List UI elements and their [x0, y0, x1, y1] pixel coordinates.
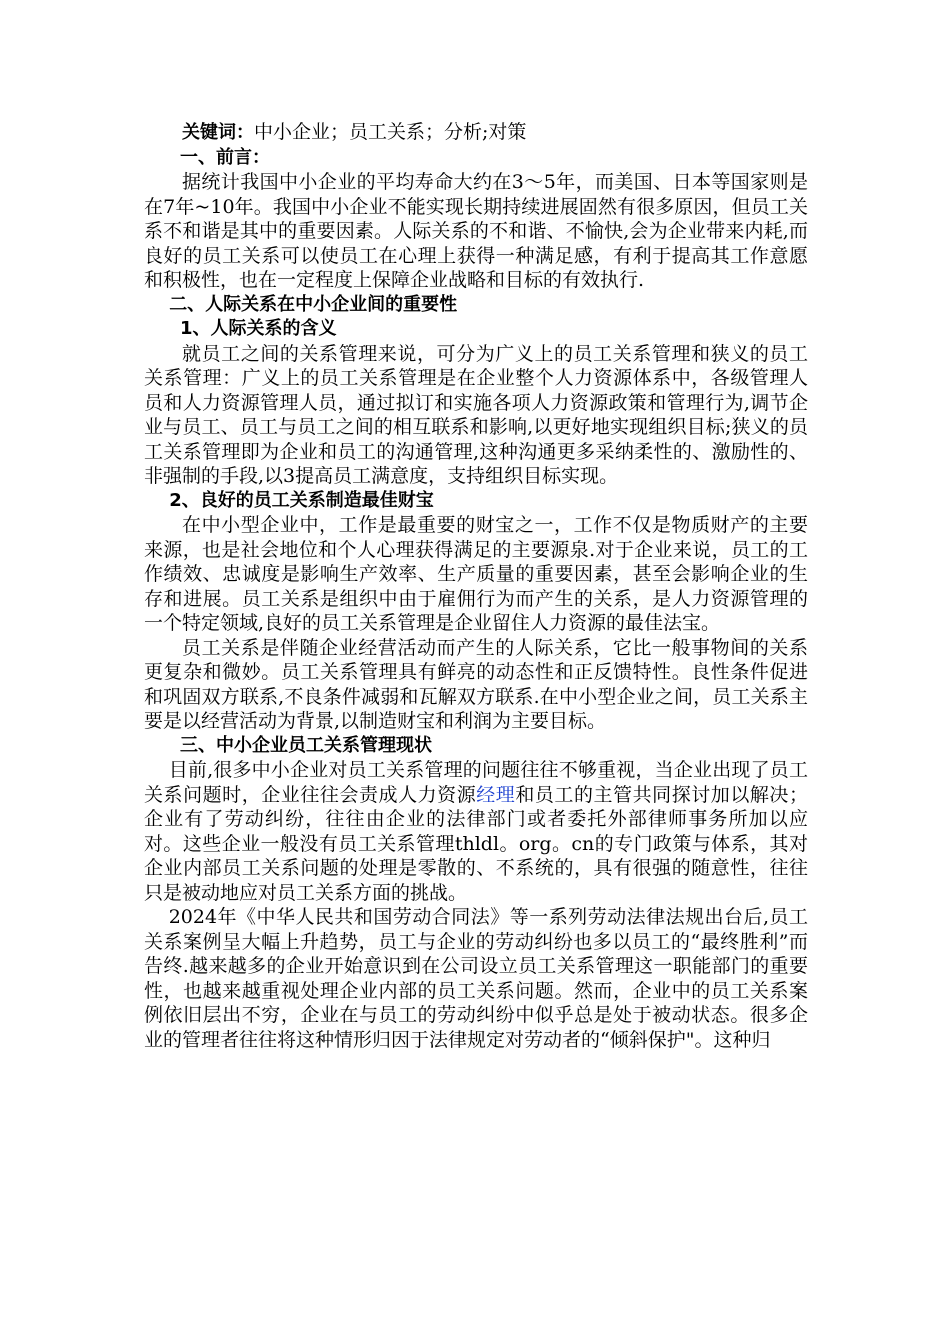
section-3-paragraph-1	[144, 758, 808, 905]
section-1-title: 一、前言：	[180, 146, 270, 168]
keywords-label: 关键词：	[182, 122, 254, 143]
section-2-2-paragraph-1: 在中小型企业中，工作是最重要的财宝之一，工作不仅是物质财产的主要来源，也是社会地位和个人心理获得满足的主要源泉.对于企业来说，员工的工作绩效、忠诚度是影响生产效率、生产质量的重要因素，甚至会影响企业的生存和进展。员工关系是组织中由于雇佣行为而产生的关系，是人力资源管理的一个特定领域,良好的员工关系管理是企业留住人力资源的最佳法宝。	[144, 514, 808, 634]
section-3-paragraph-1-part-b: 和员工的主管共同探讨加以解决；企业有了劳动纠纷，往往由企业的法律部门或者委托外部律师事务所加以应对。这些企业一般没有员工关系管理thldl。org。cn的专门政策与体系，其对企业内部员工关系问题的处理是零散的、不系统的，具有很强的随意性，往往只是被动地应对员工关系方面的挑战。	[144, 783, 808, 904]
section-3-paragraph-1-part-a: 目前,很多中小企业对员工关系管理的问题往往不够重视，当企业出现了员工关系问题时，企业往往会责成人力资源	[144, 759, 808, 806]
keywords-value: 中小企业；员工关系；分析;对策	[254, 121, 527, 143]
section-2-1-paragraph-1: 就员工之间的关系管理来说，可分为广义上的员工关系管理和狭义的员工关系管理：广义上的员工关系管理是在企业整个人力资源体系中，各级管理人员和人力资源管理人员，通过拟订和实施各项人力资源政策和管理行为,调节企业与员工、员工与员工之间的相互联系和影响,以更好地实现组织目标;狭义的员工关系管理即为企业和员工的沟通管理,这种沟通更多采纳柔性的、激励性的、非强制的手段,以3提高员工满意度，支持组织目标实现。	[144, 342, 808, 487]
manager-link[interactable]: 经理	[476, 783, 516, 806]
section-2-title: 二、人际关系在中小企业间的重要性	[169, 293, 458, 315]
document-page	[144, 120, 808, 1052]
keywords-line	[144, 120, 808, 146]
section-3-paragraph-2: 2024年《中华人民共和国劳动合同法》等一系列劳动法律法规出台后,员工关系案例呈大幅上升趋势，员工与企业的劳动纠纷也多以员工的“最终胜利”而告终.越来越多的企业开始意识到在公司设立员工关系管理这一职能部门的重要性，也越来越重视处理企业内部的员工关系问题。然而，企业中的员工关系案例依旧层出不穷，企业在与员工的劳动纠纷中似乎总是处于被动状态。很多企业的管理者往往将这种情形归因于法律规定对劳动者的“倾斜保护"。这种归	[144, 906, 808, 1051]
section-3-title: 三、中小企业员工关系管理现状	[180, 734, 432, 756]
section-2-1-title: 1、人际关系的含义	[180, 318, 337, 339]
section-2-2-paragraph-2: 员工关系是伴随企业经营活动而产生的人际关系，它比一般事物间的关系更复杂和微妙。员工关系管理具有鲜亮的动态性和正反馈特性。良性条件促进和巩固双方联系,不良条件减弱和瓦解双方联系.在中小型企业之间，员工关系主要是以经营活动为背景,以制造财宝和利润为主要目标。	[144, 636, 808, 732]
section-1-paragraph-1: 据统计我国中小企业的平均寿命大约在3～5年，而美国、日本等国家则是在7年~10年。我国中小企业不能实现长期持续进展固然有很多原因，但员工关系不和谐是其中的重要因素。人际关系的不和谐、不愉快,会为企业带来内耗,而良好的员工关系可以使员工在心理上获得一种满足感，有利于提高其工作意愿和积极性，也在一定程度上保障企业战略和目标的有效执行.	[144, 171, 808, 291]
section-2-2-title: 2、良好的员工关系制造最佳财宝	[169, 489, 434, 511]
